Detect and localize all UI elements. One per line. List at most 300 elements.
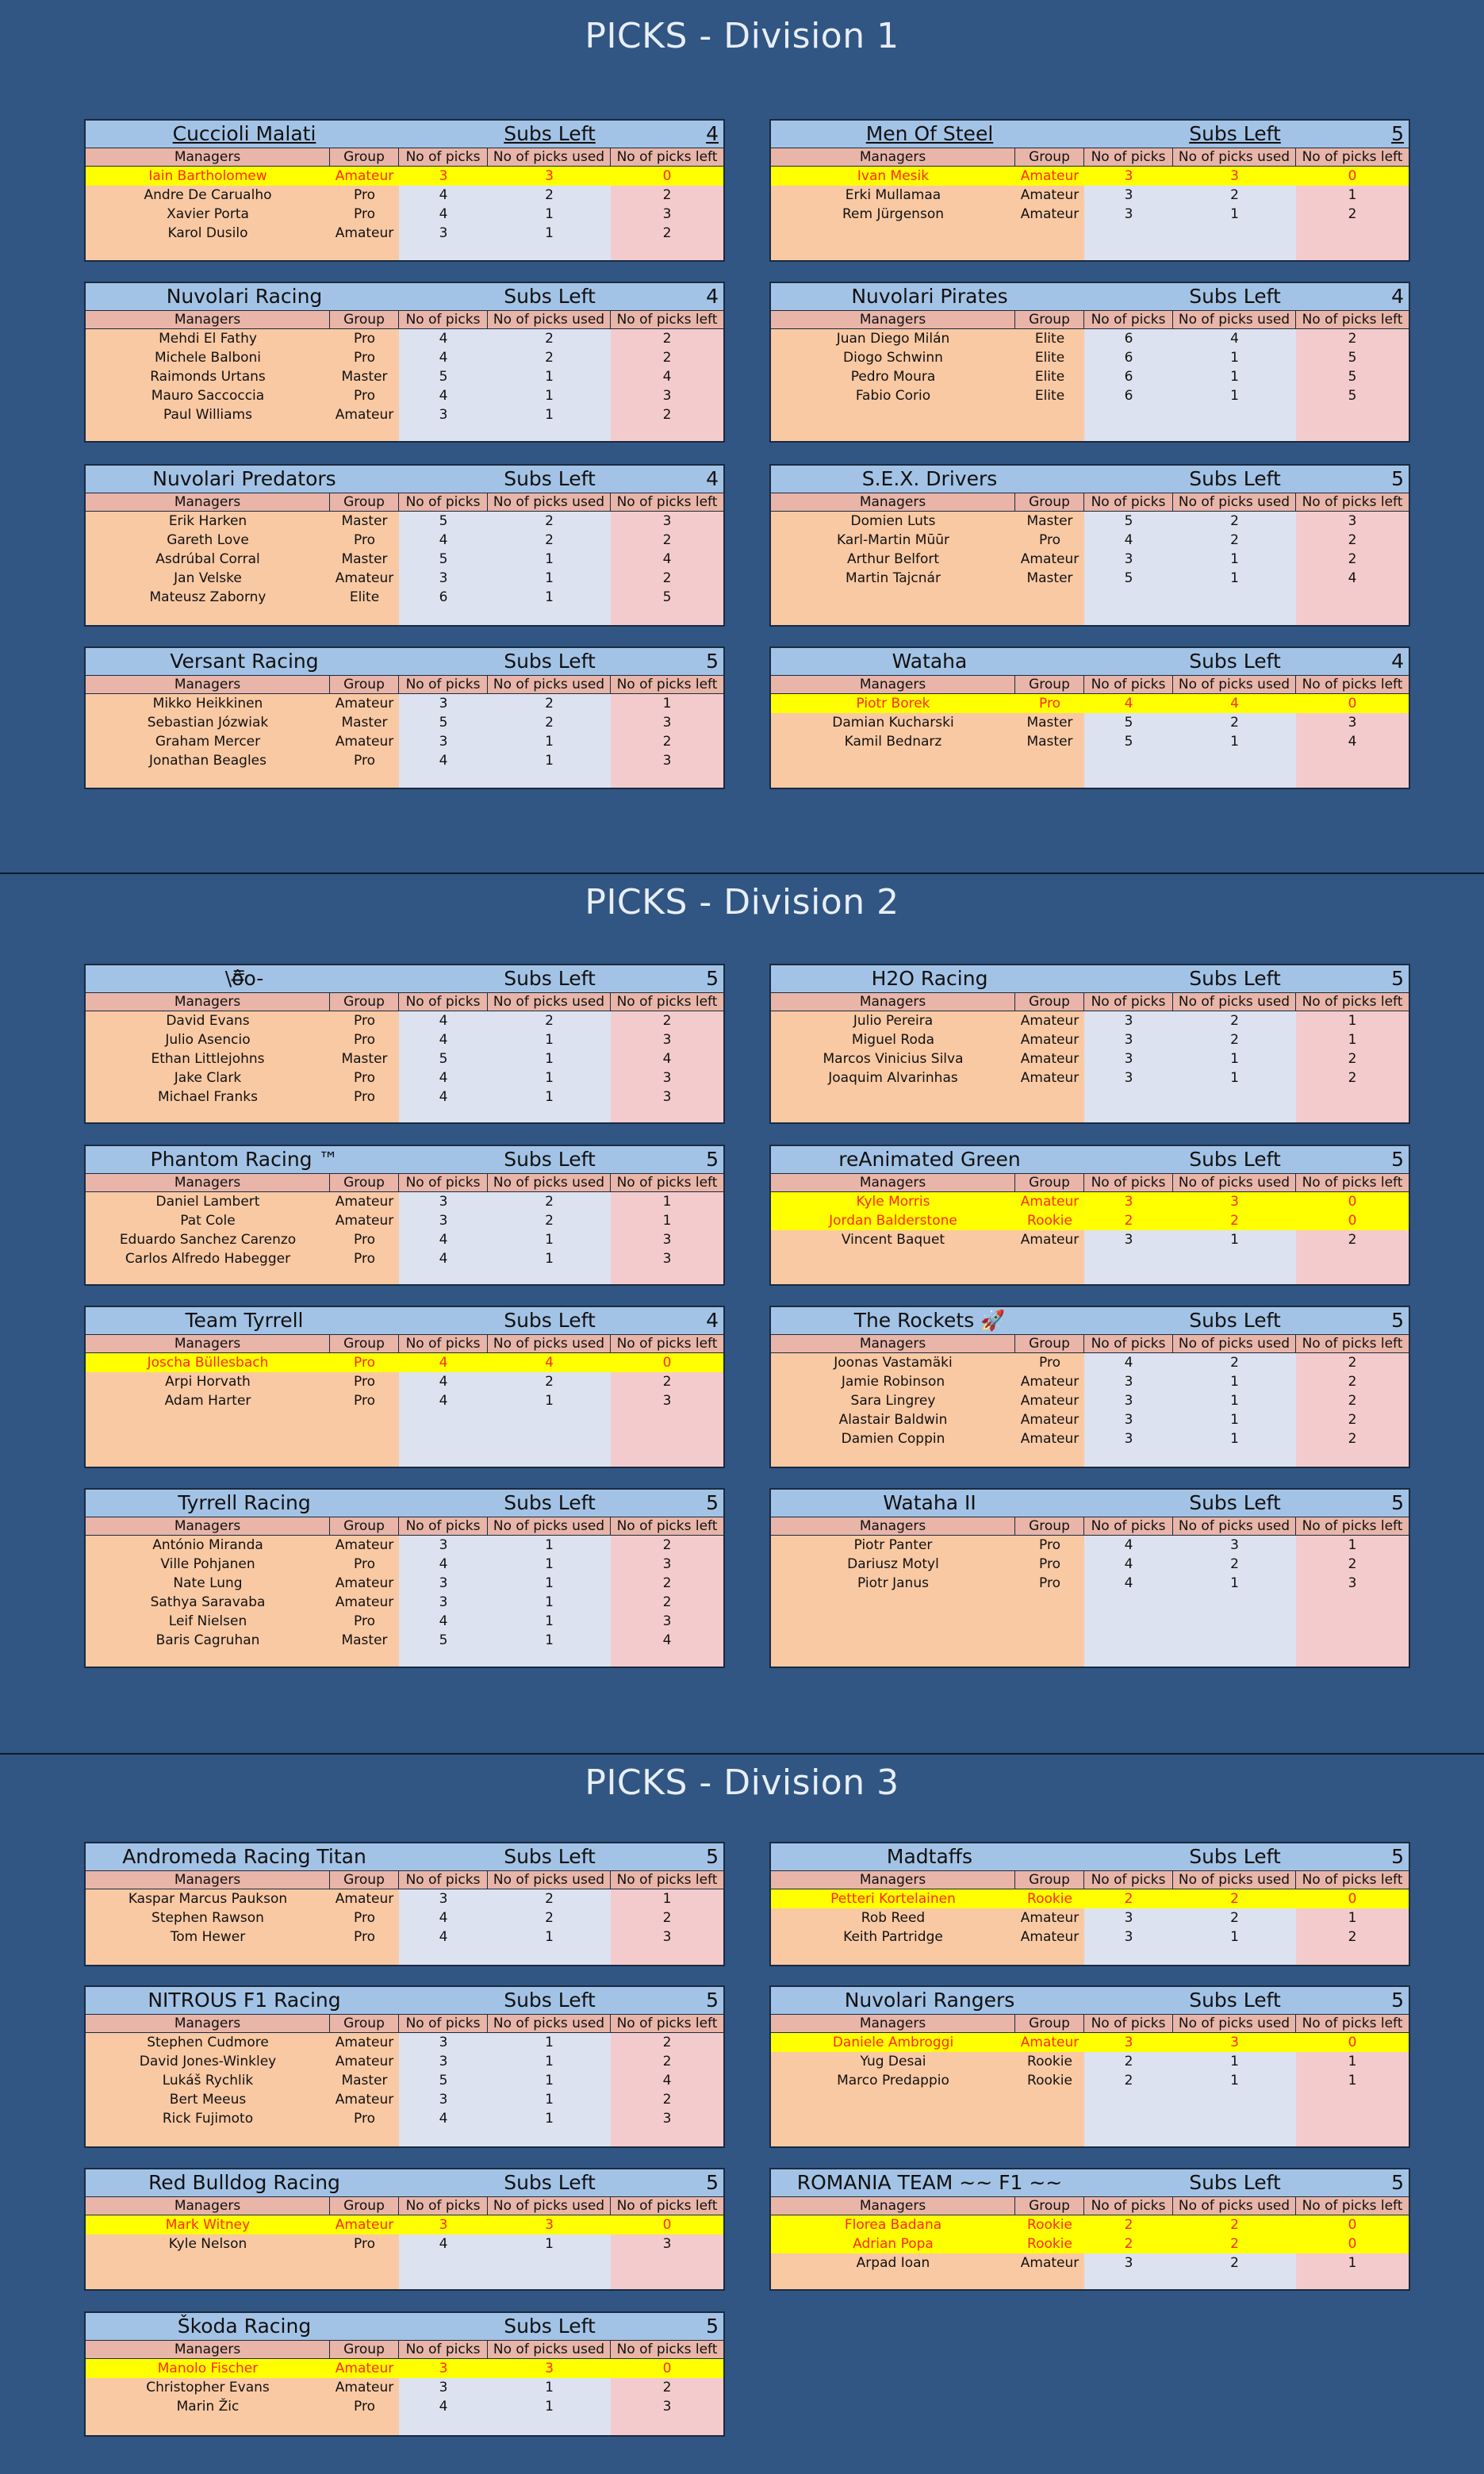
manager-group: Pro — [354, 532, 375, 548]
picks-left: 5 — [1348, 388, 1357, 404]
subs-left-value: 5 — [1391, 1845, 1404, 1868]
picks-left: 0 — [1348, 1213, 1357, 1229]
manager-name: Ville Pohjanen — [160, 1556, 255, 1572]
manager-group: Amateur — [1020, 206, 1079, 222]
column-header-no-of-picks-left: No of picks left — [1302, 994, 1403, 1010]
subs-left-label: Subs Left — [504, 122, 596, 145]
picks-used: 1 — [545, 2092, 554, 2108]
manager-group: Amateur — [1020, 1431, 1079, 1447]
team-name: Men Of Steel — [865, 122, 994, 145]
manager-group: Amateur — [335, 2380, 394, 2395]
subs-left-value: 5 — [1391, 1491, 1404, 1514]
column-header-group: Group — [1015, 2197, 1084, 2215]
picks-used: 1 — [1230, 1412, 1239, 1428]
table-row — [86, 2397, 723, 2416]
table-row-highlighted — [771, 1211, 1409, 1230]
manager-group: Amateur — [1020, 168, 1079, 184]
picks-count: 4 — [439, 1355, 448, 1371]
table-header — [86, 1174, 723, 1192]
column-header-group: Group — [1015, 676, 1084, 693]
picks-used: 1 — [1230, 2073, 1239, 2089]
manager-name: Lukáš Rychlik — [162, 2073, 254, 2089]
manager-name: Damian Kucharski — [832, 715, 954, 731]
manager-name: Domien Luts — [850, 513, 936, 529]
column-header-no-of-picks: No of picks — [399, 2341, 488, 2358]
team-header — [771, 466, 1409, 493]
manager-group: Amateur — [335, 1594, 394, 1610]
table-row — [771, 1353, 1409, 1372]
team-name: H2O Racing — [871, 967, 988, 990]
picks-count: 4 — [439, 1393, 448, 1409]
table-row — [86, 405, 723, 424]
table-row-highlighted — [86, 2359, 723, 2378]
table-header — [86, 2341, 723, 2359]
column-header-group: Group — [1015, 311, 1084, 328]
manager-group: Rookie — [1027, 2217, 1072, 2233]
picks-used: 1 — [545, 2054, 554, 2069]
picks-used: 3 — [545, 2217, 554, 2233]
column-header-no-of-picks-used: No of picks used — [488, 311, 611, 328]
column-header-no-of-picks: No of picks — [399, 2197, 488, 2215]
subs-left-value: 5 — [706, 1845, 719, 1868]
column-header-no-of-picks: No of picks — [399, 311, 488, 328]
picks-count: 4 — [439, 753, 448, 769]
picks-count: 3 — [1124, 551, 1133, 567]
manager-group: Rookie — [1027, 2073, 1072, 2089]
team-header — [86, 1843, 723, 1871]
table-row — [86, 1049, 723, 1068]
manager-name: Karl-Martin Mūūr — [837, 532, 949, 548]
team-header — [86, 283, 723, 311]
table-row — [771, 348, 1409, 367]
table-row — [86, 367, 723, 386]
manager-name: Bert Meeus — [169, 2092, 247, 2108]
picks-left: 2 — [662, 2054, 672, 2069]
team-header — [86, 466, 723, 493]
manager-group: Pro — [1039, 1556, 1060, 1572]
table-row — [86, 569, 723, 588]
picks-left: 0 — [1348, 2035, 1357, 2050]
table-row — [771, 367, 1409, 386]
picks-count: 4 — [439, 1032, 448, 1048]
manager-group: Pro — [354, 350, 375, 366]
picks-used: 2 — [1230, 532, 1239, 548]
subs-left-label: Subs Left — [1189, 467, 1281, 490]
picks-used: 2 — [545, 331, 554, 347]
subs-left-label: Subs Left — [504, 2315, 596, 2338]
table-row-highlighted — [771, 1889, 1409, 1908]
picks-used: 2 — [1230, 1910, 1239, 1926]
picks-count: 3 — [1124, 1070, 1133, 1086]
picks-left: 3 — [662, 1251, 672, 1267]
column-header-no-of-picks: No of picks — [399, 1871, 488, 1889]
manager-name: Erik Harken — [168, 513, 247, 529]
manager-name: Michael Franks — [158, 1089, 258, 1105]
subs-left-label: Subs Left — [504, 1845, 596, 1868]
picks-count: 6 — [1124, 331, 1133, 347]
subs-left-value: 5 — [706, 650, 719, 673]
picks-left: 3 — [662, 2236, 672, 2252]
manager-group: Elite — [1034, 331, 1065, 347]
table-row — [86, 2052, 723, 2071]
picks-left: 1 — [1348, 187, 1357, 203]
picks-left: 4 — [1348, 570, 1357, 586]
picks-left: 4 — [662, 369, 672, 385]
column-header-group: Group — [330, 1517, 399, 1535]
manager-name: Diogo Schwinn — [843, 350, 943, 366]
subs-left-value: 5 — [1391, 2171, 1404, 2194]
table-row — [771, 1372, 1409, 1391]
manager-name: Mikko Heikkinen — [152, 696, 263, 712]
manager-name: Erki Mullamaa — [845, 187, 941, 203]
picks-left: 2 — [1348, 1355, 1357, 1371]
picks-left: 1 — [1348, 2054, 1357, 2069]
column-header-managers: Managers — [86, 1871, 330, 1889]
table-row — [771, 1230, 1409, 1249]
team-card — [769, 464, 1410, 627]
manager-name: Joaquim Alvarinhas — [828, 1070, 958, 1086]
subs-left-value: 5 — [706, 2171, 719, 2194]
manager-group: Rookie — [1027, 2054, 1072, 2069]
table-row — [771, 1049, 1409, 1068]
column-header-group: Group — [1015, 1871, 1084, 1889]
team-card — [769, 1842, 1410, 1966]
picks-left: 1 — [1348, 2073, 1357, 2089]
table-row — [86, 732, 723, 751]
picks-left: 2 — [662, 187, 672, 203]
column-header-managers: Managers — [86, 2197, 330, 2215]
picks-left: 2 — [1348, 1431, 1357, 1447]
picks-count: 3 — [1124, 1051, 1133, 1067]
picks-left: 2 — [662, 2092, 672, 2108]
column-header-managers: Managers — [771, 2197, 1015, 2215]
column-header-managers: Managers — [86, 493, 330, 511]
picks-used: 3 — [1230, 1537, 1239, 1553]
manager-name: Petteri Kortelainen — [830, 1891, 956, 1907]
manager-name: Leif Nielsen — [168, 1613, 247, 1629]
table-row — [86, 1011, 723, 1030]
column-header-no-of-picks: No of picks — [1084, 311, 1173, 328]
manager-group: Amateur — [1020, 1032, 1079, 1048]
picks-used: 1 — [545, 589, 554, 605]
picks-used: 1 — [545, 1051, 554, 1067]
subs-left-label: Subs Left — [1189, 650, 1281, 673]
picks-used: 2 — [1230, 1355, 1239, 1371]
manager-group: Pro — [354, 1393, 375, 1409]
manager-name: Mauro Saccoccia — [151, 388, 265, 404]
column-header-no-of-picks-used: No of picks used — [488, 993, 611, 1011]
subs-left-value: 4 — [706, 467, 719, 490]
team-name: Wataha II — [883, 1491, 976, 1514]
picks-used: 2 — [545, 350, 554, 366]
subs-left-value: 4 — [706, 122, 719, 145]
manager-group: Pro — [354, 1613, 375, 1629]
table-row — [86, 2071, 723, 2090]
table-row — [86, 224, 723, 243]
picks-used: 1 — [545, 2380, 554, 2395]
manager-name: Rem Jürgenson — [842, 206, 944, 222]
subs-left-value: 5 — [1391, 967, 1404, 990]
picks-count: 3 — [439, 1194, 448, 1210]
manager-name: Pedro Moura — [850, 369, 936, 385]
column-header-no-of-picks-left: No of picks left — [616, 1336, 718, 1352]
manager-name: Sara Lingrey — [850, 1393, 936, 1409]
column-header-no-of-picks-used: No of picks used — [488, 2015, 611, 2032]
picks-count: 4 — [439, 206, 448, 222]
picks-count: 3 — [439, 1213, 448, 1229]
column-header-group: Group — [1015, 993, 1084, 1011]
column-header-no-of-picks-used: No of picks used — [488, 1174, 611, 1191]
team-name: ROMANIA TEAM ~~ F1 ~~ — [796, 2171, 1063, 2194]
picks-used: 1 — [545, 1089, 554, 1105]
column-header-no-of-picks: No of picks — [1084, 993, 1173, 1011]
picks-count: 3 — [439, 225, 448, 241]
manager-name: Raimonds Urtans — [150, 369, 266, 385]
picks-left: 3 — [662, 206, 672, 222]
table-row — [86, 1536, 723, 1555]
picks-count: 6 — [1124, 388, 1133, 404]
subs-left-label: Subs Left — [504, 467, 596, 490]
table-row-highlighted — [771, 694, 1409, 713]
table-row-highlighted — [86, 167, 723, 186]
column-header-group: Group — [1015, 148, 1084, 166]
manager-name: Joonas Vastamäki — [834, 1355, 953, 1371]
team-header — [771, 648, 1409, 676]
column-header-managers: Managers — [771, 1871, 1015, 1889]
column-header-no-of-picks-left: No of picks left — [1302, 2198, 1403, 2214]
picks-count: 4 — [439, 350, 448, 366]
picks-left: 3 — [662, 1613, 672, 1629]
subs-left-label: Subs Left — [504, 650, 596, 673]
manager-name: Damien Coppin — [841, 1431, 945, 1447]
manager-group: Pro — [354, 1232, 375, 1248]
column-header-managers: Managers — [86, 2341, 330, 2358]
column-header-no-of-picks-used: No of picks used — [488, 676, 611, 693]
manager-name: Juan Diego Milán — [836, 331, 950, 347]
table-header — [771, 2015, 1409, 2033]
subs-left-label: Subs Left — [504, 1148, 596, 1171]
manager-group: Pro — [354, 1929, 375, 1945]
manager-name: Jonathan Beagles — [148, 753, 267, 769]
manager-name: Iain Bartholomew — [148, 168, 267, 184]
manager-group: Rookie — [1027, 2236, 1072, 2252]
picks-count: 3 — [1124, 1929, 1133, 1945]
picks-count: 2 — [1124, 1213, 1133, 1229]
manager-group: Master — [1026, 715, 1073, 731]
team-card — [769, 119, 1410, 262]
manager-group: Amateur — [335, 2092, 394, 2108]
picks-used: 1 — [545, 1537, 554, 1553]
manager-name: Paul Williams — [163, 407, 252, 423]
picks-left: 0 — [1348, 2236, 1357, 2252]
picks-used: 3 — [1230, 2035, 1239, 2050]
column-header-no-of-picks-left: No of picks left — [616, 2016, 718, 2031]
column-header-managers: Managers — [86, 148, 330, 166]
picks-count: 5 — [439, 1051, 448, 1067]
manager-group: Amateur — [335, 734, 394, 750]
team-name: Nuvolari Racing — [166, 285, 323, 308]
table-row — [86, 1087, 723, 1107]
picks-count: 5 — [439, 1632, 448, 1648]
picks-count: 4 — [439, 1374, 448, 1390]
picks-count: 3 — [439, 1537, 448, 1553]
picks-count: 2 — [1124, 2054, 1133, 2069]
picks-count: 4 — [1124, 532, 1133, 548]
picks-used: 1 — [545, 2111, 554, 2127]
manager-name: Jan Velske — [174, 570, 242, 586]
picks-count: 6 — [1124, 350, 1133, 366]
manager-name: Graham Mercer — [155, 734, 261, 750]
picks-count: 4 — [439, 1232, 448, 1248]
manager-group: Amateur — [335, 407, 394, 423]
picks-left: 2 — [1348, 1556, 1357, 1572]
picks-count: 3 — [1124, 1032, 1133, 1048]
column-header-managers: Managers — [86, 1517, 330, 1535]
manager-group: Amateur — [1020, 2255, 1079, 2271]
manager-name: Martin Tajcnár — [846, 570, 941, 586]
picks-count: 3 — [1124, 1412, 1133, 1428]
picks-left: 2 — [1348, 1051, 1357, 1067]
column-header-no-of-picks-left: No of picks left — [616, 677, 718, 692]
picks-count: 3 — [439, 1891, 448, 1907]
picks-count: 3 — [1124, 1393, 1133, 1409]
picks-left: 4 — [662, 1632, 672, 1648]
picks-left: 3 — [1348, 513, 1357, 529]
picks-used: 2 — [545, 513, 554, 529]
column-header-no-of-picks: No of picks — [399, 493, 488, 511]
picks-left: 0 — [1348, 168, 1357, 184]
picks-used: 1 — [545, 2236, 554, 2252]
table-row — [86, 751, 723, 770]
manager-group: Pro — [1039, 532, 1060, 548]
picks-left: 3 — [662, 1089, 672, 1105]
picks-left: 3 — [662, 388, 672, 404]
picks-left: 1 — [1348, 1032, 1357, 1048]
division-divider — [0, 1753, 1484, 1755]
column-header-no-of-picks: No of picks — [1084, 1174, 1173, 1191]
manager-group: Master — [341, 369, 388, 385]
picks-left: 0 — [1348, 2217, 1357, 2233]
picks-left: 3 — [1348, 715, 1357, 731]
column-header-no-of-picks-left: No of picks left — [616, 2198, 718, 2214]
manager-name: Kyle Nelson — [168, 2236, 247, 2252]
picks-left: 3 — [662, 1032, 672, 1048]
manager-group: Amateur — [1020, 2035, 1079, 2050]
table-header — [86, 1335, 723, 1353]
table-row — [86, 550, 723, 569]
picks-left: 2 — [662, 2380, 672, 2395]
manager-name: Adrian Popa — [853, 2236, 934, 2252]
picks-count: 3 — [1124, 1374, 1133, 1390]
picks-left: 0 — [1348, 1194, 1357, 1210]
picks-used: 1 — [1230, 1393, 1239, 1409]
manager-group: Master — [341, 513, 388, 529]
manager-group: Amateur — [1020, 1051, 1079, 1067]
subs-left-value: 5 — [706, 967, 719, 990]
table-row — [86, 1631, 723, 1650]
table-row — [86, 1612, 723, 1631]
table-header — [771, 1174, 1409, 1192]
table-header — [86, 1517, 723, 1536]
picks-left: 2 — [662, 2035, 672, 2050]
picks-count: 5 — [439, 513, 448, 529]
manager-name: Arthur Belfort — [846, 551, 940, 567]
table-row-highlighted — [86, 2215, 723, 2234]
picks-used: 1 — [545, 1070, 554, 1086]
table-row — [86, 186, 723, 205]
table-row — [86, 588, 723, 607]
table-header — [771, 493, 1409, 512]
picks-used: 1 — [545, 1594, 554, 1610]
picks-used: 1 — [1230, 734, 1239, 750]
subs-left-label: Subs Left — [1189, 967, 1281, 990]
team-name: S.E.X. Drivers — [861, 467, 998, 490]
manager-name: David Evans — [166, 1013, 250, 1029]
table-row — [86, 1555, 723, 1574]
table-row — [86, 1068, 723, 1087]
table-row — [771, 1410, 1409, 1429]
column-header-no-of-picks-used: No of picks used — [1173, 1871, 1296, 1889]
picks-count: 3 — [1124, 1431, 1133, 1447]
subs-left-label: Subs Left — [1189, 1309, 1281, 1332]
picks-left: 4 — [662, 551, 672, 567]
picks-count: 4 — [439, 1613, 448, 1629]
picks-used: 1 — [545, 1032, 554, 1048]
team-card — [84, 119, 725, 262]
table-row — [771, 2071, 1409, 2090]
table-row — [86, 531, 723, 550]
subs-left-label: Subs Left — [1189, 1845, 1281, 1868]
division-title: PICKS - Division 1 — [585, 16, 899, 56]
table-row — [771, 512, 1409, 531]
column-header-no-of-picks-left: No of picks left — [1302, 1336, 1403, 1352]
team-header — [86, 1307, 723, 1335]
picks-used: 1 — [545, 1632, 554, 1648]
column-header-managers: Managers — [771, 493, 1015, 511]
manager-group: Pro — [354, 2236, 375, 2252]
picks-left: 0 — [1348, 1891, 1357, 1907]
table-row — [771, 531, 1409, 550]
picks-used: 2 — [545, 1891, 554, 1907]
column-header-no-of-picks: No of picks — [399, 1517, 488, 1535]
table-header — [86, 676, 723, 694]
manager-name: Julio Pereira — [853, 1013, 934, 1029]
picks-left: 2 — [1348, 1374, 1357, 1390]
column-header-group: Group — [330, 1174, 399, 1191]
manager-group: Master — [341, 1632, 388, 1648]
picks-count: 3 — [1124, 1232, 1133, 1248]
picks-count: 2 — [1124, 1891, 1133, 1907]
table-row — [771, 1429, 1409, 1448]
picks-count: 5 — [439, 551, 448, 567]
picks-count: 3 — [1124, 2035, 1133, 2050]
picks-left: 1 — [662, 1891, 672, 1907]
team-name: \ô̶̿o- — [224, 967, 264, 990]
team-name: Team Tyrrell — [185, 1309, 304, 1332]
picks-count: 4 — [439, 388, 448, 404]
table-row — [86, 205, 723, 224]
picks-used: 2 — [1230, 1032, 1239, 1048]
column-header-group: Group — [330, 2015, 399, 2032]
team-card — [769, 964, 1410, 1124]
column-header-no-of-picks-used: No of picks used — [1173, 993, 1296, 1011]
picks-used: 1 — [545, 206, 554, 222]
picks-used: 1 — [1230, 1431, 1239, 1447]
team-header — [771, 1490, 1409, 1517]
subs-left-value: 5 — [1391, 1989, 1404, 2012]
column-header-no-of-picks-left: No of picks left — [616, 1175, 718, 1191]
table-row — [771, 329, 1409, 348]
